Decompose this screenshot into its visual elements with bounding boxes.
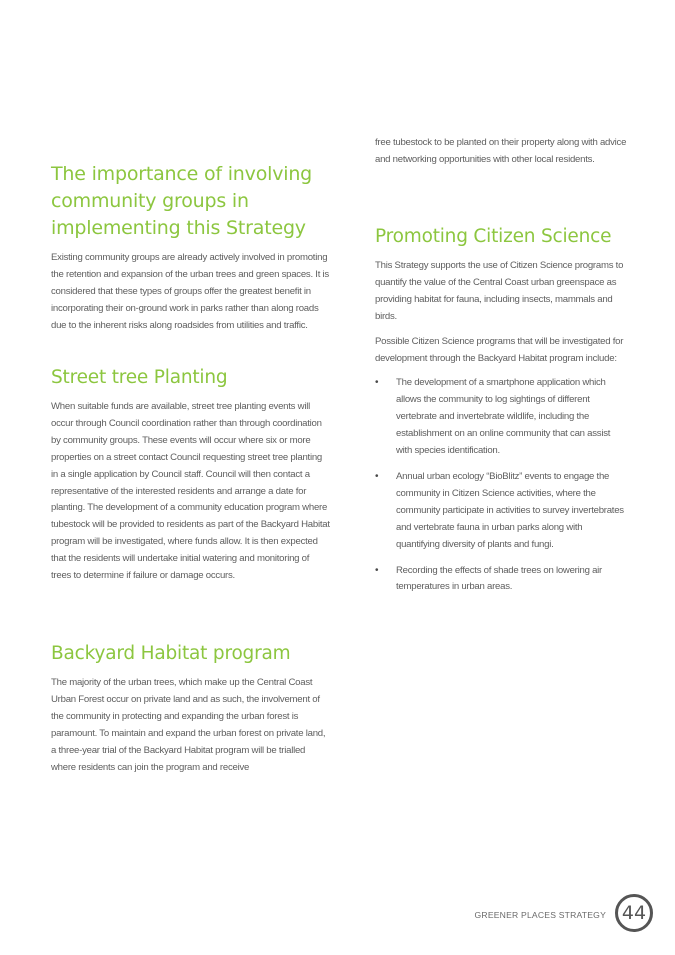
footer-document-title: GREENER PLACES STRATEGY bbox=[474, 910, 606, 920]
right-column-continuation bbox=[375, 135, 627, 169]
citizen-science-list bbox=[375, 375, 627, 596]
heading-street-tree-planting: Street tree Planting bbox=[51, 367, 228, 388]
list-item-text: Recording the effects of shade trees on lowering air temperatures in urban areas. bbox=[396, 564, 603, 593]
paragraph-continuation: free tubestock to be planted on their property along with advice and networking opportunities with other local residents. bbox=[375, 137, 627, 165]
paragraph-backyard-habitat: The majority of the urban trees, which make up the Central Coast Urban Forest occur on private land and as such, the involvement of the community in protecting and expanding the urban forest is paramount. To maintain and expand the urban forest on private land, a three-year trial of the Backyard Habitat program will be trialled where residents can join the program and receive bbox=[51, 677, 326, 773]
left-column bbox=[51, 161, 331, 335]
bullet-icon: • bbox=[375, 470, 379, 482]
paragraph-citizen-science-intro: This Strategy supports the use of Citizen Science programs to quantify the value of the Central Coast urban greenspace as providing habitat for fauna, including insects, mammals and birds. bbox=[375, 260, 624, 322]
page-number: 44 bbox=[615, 894, 653, 932]
paragraph-street-tree-planting: When suitable funds are available, street tree planting events will occur through Council coordination rather than through coordination by community groups. These events will occur where six or more properties on a street contact Council requesting street tree planting in a single application by Council staff. Council will then contact a representative of the interested residents and arrange a date for planting. The development of a community education program where tubestock will be provided to residents as part of the Backyard Habitat program will be investigated, where funds allow. It is then expected that the residents will undertake initial watering and monitoring of trees to determine if failure or damage occurs. bbox=[51, 401, 330, 582]
list-item bbox=[375, 563, 627, 597]
left-column-backyard bbox=[51, 642, 331, 776]
heading-citizen-science: Promoting Citizen Science bbox=[375, 226, 612, 247]
paragraph-community-groups: Existing community groups are already actively involved in promoting the retention and expansion of the urban trees and green spaces. It is considered that these types of groups offer the greatest benefit in incorporating their on-ground work in parks rather than along roads due to the inherent risks along roadsides from utilities and traffic. bbox=[51, 252, 329, 331]
bullet-icon: • bbox=[375, 564, 379, 576]
left-column-street-tree bbox=[51, 366, 331, 585]
list-item-text: Annual urban ecology “BioBlitz” events to engage the community in Citizen Science activities, where the community participate in activities to survey invertebrates and vertebrate fauna in urban parks along with quantifying diversity of plants and fungi. bbox=[396, 470, 624, 550]
paragraph-citizen-science-programs: Possible Citizen Science programs that will be investigated for development through the Backyard Habitat program include: bbox=[375, 335, 624, 364]
list-item-text: The development of a smartphone application which allows the community to log sightings of different vertebrate and invertebrate wildlife, including the establishment on an online community that can assist with species identification. bbox=[396, 377, 611, 457]
list-item bbox=[375, 375, 627, 460]
right-column-citizen-science bbox=[375, 225, 627, 605]
list-item bbox=[375, 469, 627, 554]
heading-backyard-habitat: Backyard Habitat program bbox=[51, 643, 291, 664]
bullet-icon: • bbox=[375, 377, 379, 389]
heading-community-groups: The importance of involving community groups in implementing this Strategy bbox=[51, 163, 313, 239]
